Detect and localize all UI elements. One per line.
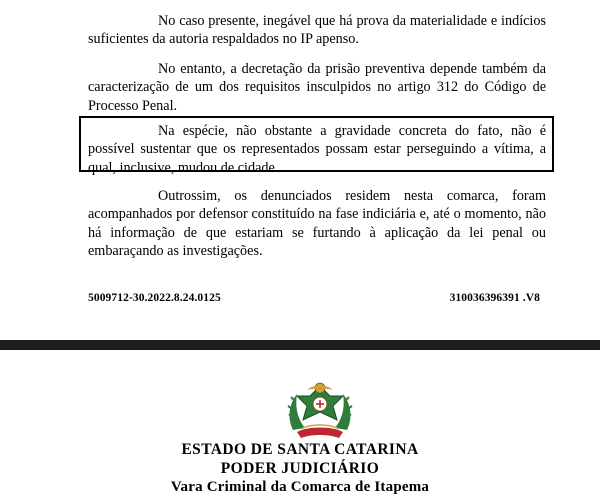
header-branch: PODER JUDICIÁRIO xyxy=(220,460,380,477)
page-separator xyxy=(0,340,600,350)
document-code: 310036396391 .V8 xyxy=(449,292,540,304)
coat-of-arms-icon xyxy=(285,380,355,442)
paragraph-materiality: No caso presente, inegável que há prova da materialidade e indícios suficientes da autoria respaldados no IP apenso. xyxy=(88,13,546,48)
paragraph-residence: Outrossim, os denunciados residem nesta comarca, foram acompanhados por defensor constituído na fase indiciária e, até o momento, não há informação de que estariam se furtando à aplicação da lei penal ou embaraçando as investigações. xyxy=(88,188,546,260)
header-state: ESTADO DE SANTA CATARINA xyxy=(181,441,419,458)
process-number: 5009712-30.2022.8.24.0125 xyxy=(88,292,221,304)
paragraph-preventive-detention: No entanto, a decretação da prisão preventiva depende também da caracterização de um dos requisitos insculpidos no artigo 312 do Código de Processo Penal. xyxy=(88,61,546,114)
header-court: Vara Criminal da Comarca de Itapema xyxy=(170,479,430,495)
paragraph-highlighted: Na espécie, não obstante a gravidade concreta do fato, não é possível sustentar que os representados possam estar perseguindo a vítima, a qual, inclusive, mudou de cidade. xyxy=(88,123,546,176)
